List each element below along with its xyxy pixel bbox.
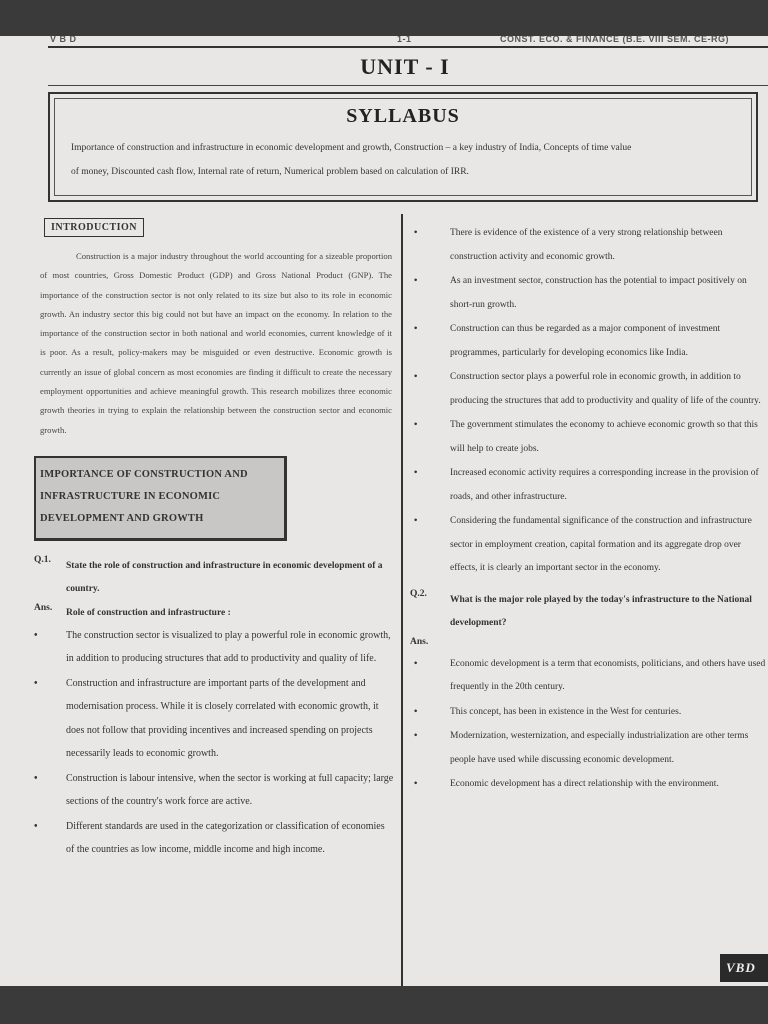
list-item-text: Construction sector plays a powerful role in economic growth, in addition to producing the structures that add to productivity and quality of life of the country. xyxy=(450,372,761,406)
answer-1-heading: Role of construction and infrastructure : xyxy=(66,607,231,618)
list-item xyxy=(410,725,768,772)
list-item-text: Construction and infrastructure are important parts of the development and modernisation process. While it is closely correlated with economic growth, it does not follow that providing incentives and increased spending on projects necessarily leads to economic growth. xyxy=(66,677,379,760)
list-item xyxy=(34,672,394,766)
answer-1-bullets xyxy=(34,624,394,862)
right-bullets xyxy=(410,222,768,581)
bullet-marker: • xyxy=(414,658,418,669)
bullet-marker: • xyxy=(34,629,38,641)
list-item xyxy=(410,270,768,317)
list-item-text: This concept, has been in existence in the West for centuries. xyxy=(450,706,682,717)
bullet-marker: • xyxy=(414,706,418,717)
list-item xyxy=(410,462,768,509)
question-2-text: What is the major role played by the today's infrastructure to the National development? xyxy=(450,594,752,628)
list-item-text: Modernization, westernization, and especially industrialization are other terms people have used while discussing economic development. xyxy=(450,731,749,765)
bullet-marker: • xyxy=(414,516,418,526)
right-column xyxy=(410,221,768,797)
section-heading-line-1: IMPORTANCE OF CONSTRUCTION AND xyxy=(40,468,248,480)
list-item xyxy=(34,624,394,671)
list-item-text: Economic development has a direct relationship with the environment. xyxy=(450,779,719,789)
list-item-text: Considering the fundamental significance of the construction and infrastructure sector in employment creation, capital formation and its aggregate drop over effects, it is clearly an important sector in the economy. xyxy=(450,516,752,573)
bullet-marker: • xyxy=(414,468,418,478)
bullet-marker: • xyxy=(414,372,418,382)
section-heading-line-2: INFRASTRUCTURE IN ECONOMIC xyxy=(40,490,221,502)
introduction-paragraph: Construction is a major industry throughout the world accounting for a sizeable proportion of most countries, Gross Domestic Product (GDP) and Gross National Product (GNP). The importance of the construction sector is not only related to its size but also to its role in economic growth. An industry sector this big could not but have an impact on the economy. In relation to the importance of the construction sector in both national and world economies, current knowledge of it is poor. As a result, policy-makers may be misguided or even destructive. Economic growth is currently an issue of global concern as most economies are finding it difficult to create the necessary employment opportunities and achieve meaningful growth. This research mobilizes three economic growth theories in trying to explain the relationship between the construction sector and economic growth. xyxy=(40,251,392,435)
bullet-marker: • xyxy=(414,779,418,789)
answer-1-header xyxy=(34,603,394,623)
bullet-marker: • xyxy=(34,772,38,784)
list-item xyxy=(410,653,768,700)
document-page xyxy=(0,36,768,986)
bullet-marker: • xyxy=(414,420,418,430)
unit-title: UNIT - I xyxy=(360,54,450,79)
running-head xyxy=(50,36,768,46)
bullet-marker: • xyxy=(414,228,418,238)
answer-2-bullets xyxy=(410,653,768,797)
top-rule xyxy=(48,46,768,48)
list-item-text: The construction sector is visualized to play a powerful role in economic growth, in addition to producing structures that add to productivity and quality of life. xyxy=(66,629,391,665)
list-item xyxy=(410,318,768,365)
introduction-heading: INTRODUCTION xyxy=(44,218,144,237)
answer-2-header xyxy=(410,637,768,647)
bullet-marker: • xyxy=(34,820,38,832)
bullet-marker: • xyxy=(414,731,418,741)
answer-2-label: Ans. xyxy=(410,636,429,647)
list-item-text: The government stimulates the economy to achieve economic growth so that this will help to create jobs. xyxy=(450,420,758,454)
bullet-marker: • xyxy=(414,276,418,286)
question-1-label: Q.1. xyxy=(34,554,51,565)
list-item-text: Construction can thus be regarded as a major component of investment programmes, particularly for developing economics like India. xyxy=(450,324,721,358)
section-heading-line-3: DEVELOPMENT AND GROWTH xyxy=(40,512,204,524)
syllabus-heading: SYLLABUS xyxy=(346,105,460,127)
list-item-text: Different standards are used in the categorization or classification of economies of the countries as low income, middle income and high income. xyxy=(66,820,385,856)
question-2 xyxy=(410,589,768,635)
answer-1-label: Ans. xyxy=(34,602,53,613)
bullet-marker: • xyxy=(414,324,418,334)
list-item xyxy=(410,222,768,269)
left-column xyxy=(34,218,394,862)
list-item-text: As an investment sector, construction has the potential to impact positively on short-run growth. xyxy=(450,276,747,310)
unit-rule xyxy=(48,85,768,86)
list-item xyxy=(410,414,768,461)
question-1 xyxy=(34,555,394,601)
syllabus-line-2: of money, Discounted cash flow, Internal rate of return, Numerical problem based on calculation of IRR. xyxy=(71,167,469,177)
list-item xyxy=(34,815,394,862)
list-item xyxy=(410,366,768,413)
running-head-title: CONST. ECO. & FINANCE (B.E. VIII SEM. CE-RG) xyxy=(500,36,730,44)
publisher-badge: VBD xyxy=(720,954,768,982)
list-item xyxy=(410,773,768,797)
bullet-marker: • xyxy=(34,677,38,689)
list-item xyxy=(34,767,394,814)
running-head-page-number: 1-1 xyxy=(397,36,412,44)
question-1-text: State the role of construction and infrastructure in economic development of a country. xyxy=(66,560,383,594)
list-item-text: Economic development is a term that economists, politicians, and others have used frequently in the 20th century. xyxy=(450,658,766,692)
list-item-text: Increased economic activity requires a corresponding increase in the provision of roads, and other infrastructure. xyxy=(450,468,759,502)
column-divider xyxy=(401,214,403,986)
syllabus-box xyxy=(48,92,758,202)
question-2-label: Q.2. xyxy=(410,588,427,599)
list-item-text: There is evidence of the existence of a very strong relationship between construction activity and economic growth. xyxy=(450,228,723,262)
list-item xyxy=(410,701,768,725)
running-head-left: V B D xyxy=(50,36,77,44)
syllabus-inner-frame xyxy=(54,98,752,196)
list-item xyxy=(410,510,768,581)
syllabus-line-1: Importance of construction and infrastructure in economic development and growth, Construction – a key industry of India, Concepts of time value xyxy=(71,143,632,153)
list-item-text: Construction is labour intensive, when the sector is working at full capacity; large sections of the country's work force are active. xyxy=(66,772,394,808)
section-heading-box xyxy=(34,456,287,541)
